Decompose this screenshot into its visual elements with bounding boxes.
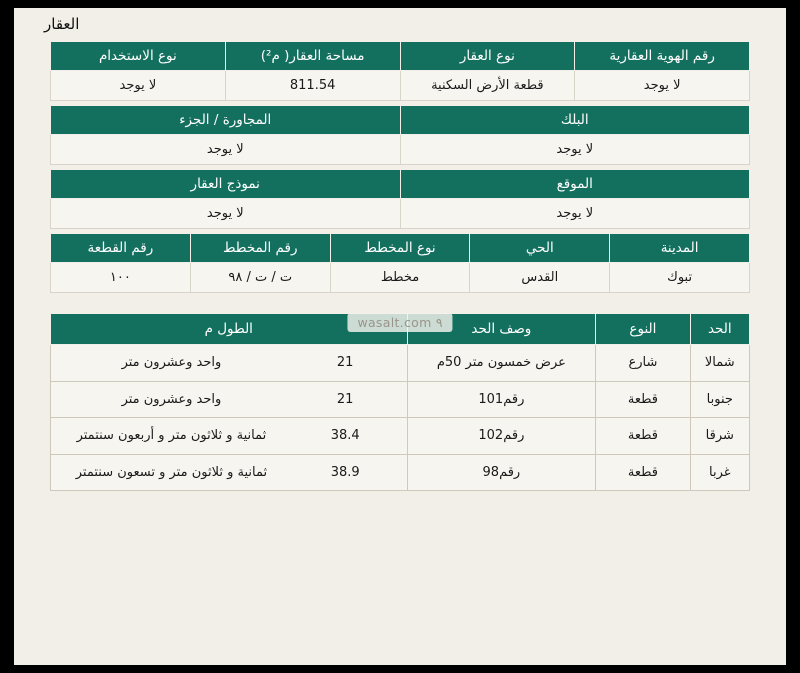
cell-limit-length [51,381,408,418]
cell-length-number: 38.9 [288,464,403,482]
value-city: تبوك [610,263,750,293]
header-plan-type: نوع المخطط [330,234,470,263]
header-limit: الحد [690,314,749,345]
property-row3-header [51,170,750,199]
cell-length-number: 21 [288,354,403,372]
value-block: لا يوجد [400,135,750,165]
cell-limit: شمالا [690,345,749,382]
document-title-row [14,8,786,41]
cell-length-text: ثمانية و ثلاثون متر و تسعون سنتمتر [55,464,288,482]
table-row [51,454,750,491]
value-neighborhood-part: لا يوجد [51,135,401,165]
cell-limit-type: قطعة [596,454,690,491]
cell-limit-length [51,454,408,491]
header-plan-number: رقم المخطط [190,234,330,263]
watermark: wasalt.com ٩ [347,313,452,332]
header-property-model: نموذج العقار [51,170,401,199]
cell-length-number: 38.4 [288,427,403,445]
value-property-id: لا يوجد [575,71,750,101]
value-plan-type: مخطط [330,263,470,293]
value-location: لا يوجد [400,199,750,229]
section-gap [14,293,786,313]
property-row2-values [51,135,750,165]
cell-limit: غربا [690,454,749,491]
header-limit-length: الطول م [51,314,408,345]
plan-info-table [50,233,750,293]
cell-length-text: واحد وعشرون متر [55,354,288,372]
value-district: القدس [470,263,610,293]
header-property-id: رقم الهوية العقارية [575,42,750,71]
header-location: الموقع [400,170,750,199]
property-row3-values [51,199,750,229]
table-row [51,345,750,382]
header-parcel-number: رقم القطعة [51,234,191,263]
limits-header-row [51,314,750,345]
header-usage-type: نوع الاستخدام [51,42,226,71]
plan-row-values [51,263,750,293]
cell-limit-description: رقم98 [407,454,596,491]
property-row2-header [51,106,750,135]
cell-limit-length [51,418,408,455]
cell-limit-type: قطعة [596,381,690,418]
cell-length-number: 21 [288,391,403,409]
value-plan-number: ت / ت / ٩٨ [190,263,330,293]
value-usage-type: لا يوجد [51,71,226,101]
value-property-type: قطعة الأرض السكنية [400,71,575,101]
header-property-type: نوع العقار [400,42,575,71]
cell-limit-description: رقم102 [407,418,596,455]
value-property-area: 811.54 [225,71,400,101]
header-block: البلك [400,106,750,135]
cell-limit-description: رقم101 [407,381,596,418]
cell-limit: جنوبا [690,381,749,418]
cell-length-text: ثمانية و ثلاثون متر و أربعون سنتمتر [55,427,288,445]
header-neighborhood-part: المجاورة / الجزء [51,106,401,135]
cell-limit-length [51,345,408,382]
limits-table [50,313,750,491]
cell-limit-type: قطعة [596,418,690,455]
value-property-model: لا يوجد [51,199,401,229]
property-row1-header [51,42,750,71]
header-limit-type: النوع [596,314,690,345]
header-property-area: مساحة العقار( م²) [225,42,400,71]
header-limit-description: وصف الحد [407,314,596,345]
table-row [51,381,750,418]
page-title: العقار [44,15,80,33]
cell-length-text: واحد وعشرون متر [55,391,288,409]
plan-row-header [51,234,750,263]
cell-limit-description: عرض خمسون متر 50م [407,345,596,382]
table-row [51,418,750,455]
header-district: الحي [470,234,610,263]
header-city: المدينة [610,234,750,263]
value-parcel-number: ١٠٠ [51,263,191,293]
document-page [14,8,786,665]
cell-limit-type: شارع [596,345,690,382]
cell-limit: شرقا [690,418,749,455]
property-row1-values [51,71,750,101]
property-info-table [50,41,750,233]
